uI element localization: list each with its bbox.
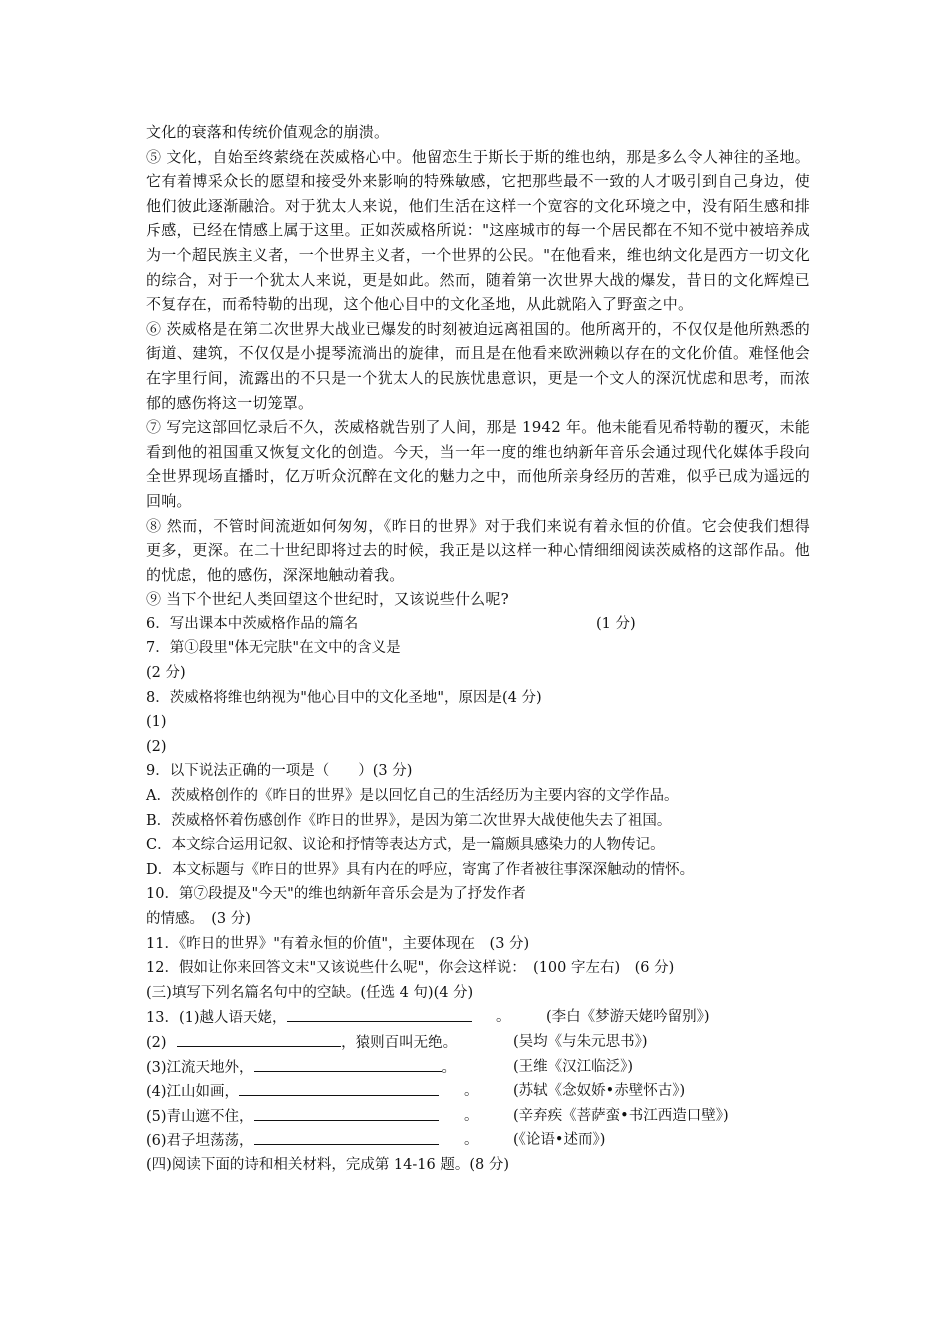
- question-8-item-1-text: (1): [146, 714, 167, 731]
- section-3-heading: [146, 981, 810, 1006]
- q13-6-prefix: (6)君子坦荡荡，: [146, 1133, 254, 1150]
- question-7-score-text: (2 分): [146, 665, 186, 682]
- question-9-option-a: [146, 784, 810, 809]
- q13-5-blank[interactable]: [254, 1104, 439, 1121]
- q13-2-suffix: ，猿则百叫无绝。: [341, 1034, 458, 1051]
- q13-2-source: (吴均《与朱元思书》): [513, 1033, 648, 1050]
- question-6: [146, 612, 810, 637]
- question-9-option-d: [146, 858, 810, 883]
- question-11-text: 11．《昨日的世界》"有着永恒的价值"，主要体现在 (3 分): [146, 935, 530, 952]
- question-6-score: (1 分): [596, 615, 636, 632]
- question-13-item-5: [146, 1104, 810, 1129]
- question-8-item-2: [146, 735, 810, 760]
- q13-1-blank[interactable]: [287, 1005, 472, 1022]
- exam-page: [146, 120, 810, 1178]
- question-8: [146, 686, 810, 711]
- option-a-text: A．茨威格创作的《昨日的世界》是以回忆自己的生活经历为主要内容的文学作品。: [146, 788, 679, 805]
- question-13-item-2: [146, 1030, 810, 1055]
- q13-1-prefix: 13．(1)越人语天姥，: [146, 1010, 287, 1027]
- question-12-text: 12．假如让你来回答文末"又该说些什么呢"，你会这样说： (100 字左右) (6 分): [146, 960, 675, 977]
- paragraph-6: ⑥ 茨威格是在第二次世界大战业已爆发的时刻被迫远离祖国的。他所离开的，不仅仅是他所熟悉的街道、建筑，不仅仅是小提琴流淌出的旋律，而且是在他看来欧洲赖以存在的文化价值。难怪他会在字里行间，流露出的不只是一个犹太人的民族忧患意识，更是一个文人的深沉忧虑和思考，而浓郁的感伤将这一切笼罩。: [146, 319, 810, 412]
- question-7: [146, 636, 810, 661]
- q13-3-blank[interactable]: [254, 1055, 442, 1072]
- q13-1-source: (李白《梦游天姥吟留别》): [546, 1009, 710, 1026]
- passage-continuation: 文化的衰落和传统价值观念的崩溃。: [146, 123, 390, 141]
- section-3-text: (三)填写下列名篇名句中的空缺。(任选 4 句)(4 分): [146, 984, 474, 1001]
- q13-6-source: (《论语•述而》): [513, 1132, 606, 1149]
- question-9-option-c: [146, 833, 810, 858]
- q13-4-prefix: (4)江山如画，: [146, 1084, 240, 1101]
- question-10-cont-text: 的情感。 (3 分): [146, 911, 251, 927]
- option-d-text: D．本文标题与《昨日的世界》具有内在的呼应，寄寓了作者被往事深深触动的情怀。: [146, 861, 695, 878]
- q13-3-suffix: 。: [441, 1059, 457, 1076]
- q13-3-source: (王维《汉江临泛》): [513, 1058, 634, 1075]
- question-9-text: 9．以下说法正确的一项是（ ）(3 分): [146, 763, 413, 780]
- question-9-option-b: [146, 809, 810, 834]
- question-13-item-1: [146, 1005, 810, 1030]
- question-13-item-3: [146, 1055, 810, 1080]
- q13-4-blank[interactable]: [239, 1079, 439, 1096]
- question-10-text: 10．第⑦段提及"今天"的维也纳新年音乐会是为了抒发作者: [146, 886, 526, 903]
- section-4-text: (四)阅读下面的诗和相关材料，完成第 14-16 题。(8 分): [146, 1156, 509, 1173]
- question-10-continuation: [146, 907, 810, 932]
- question-6-text: 6．写出课本中茨威格作品的篇名: [146, 615, 359, 632]
- q13-6-suffix: 。: [464, 1132, 479, 1149]
- q13-2-blank[interactable]: [177, 1030, 341, 1047]
- q13-5-suffix: 。: [464, 1107, 479, 1124]
- paragraph-5: ⑤ 文化，自始至终萦绕在茨威格心中。他留恋生于斯长于斯的维也纳，那是多么令人神往的圣地。它有着博采众长的愿望和接受外来影响的特殊敏感，它把那些最不一致的人才吸引到自己身边，使他们彼此逐渐融洽。对于犹太人来说，他们生活在这样一个宽容的文化环境之中，没有陌生感和排斥感，已经在情感上属于这里。正如茨威格所说："这座城市的每一个居民都在不知不觉中被培养成为一个超民族主义者，一个世界主义者，一个世界的公民。"在他看来，维也纳文化是西方一切文化的综合，对于一个犹太人来说，更是如此。然而，随着第一次世界大战的爆发，昔日的文化辉煌已不复存在，而希特勒的出现，这个他心目中的文化圣地，从此就陷入了野蛮之中。: [146, 147, 810, 314]
- question-12: [146, 956, 810, 981]
- q13-5-prefix: (5)青山遮不住，: [146, 1108, 254, 1125]
- question-8-item-1: [146, 710, 810, 735]
- q13-6-blank[interactable]: [254, 1128, 439, 1145]
- q13-5-source: (辛弃疾《菩萨蛮•书江西造口壁》): [513, 1107, 729, 1124]
- option-c-text: C．本文综合运用记叙、议论和抒情等表达方式，是一篇颇具感染力的人物传记。: [146, 837, 665, 854]
- question-9: [146, 759, 810, 784]
- q13-2-prefix: (2): [146, 1034, 167, 1051]
- section-4-heading: [146, 1153, 810, 1178]
- paragraph-7: ⑦ 写完这部回忆录后不久，茨威格就告别了人间，那是 1942 年。他未能看见希特勒的覆灭，未能看到他的祖国重又恢复文化的创造。今天，当一年一度的维也纳新年音乐会通过现代化媒体手段向全世界现场直播时，亿万听众沉醉在文化的魅力之中，而他所亲身经历的苦难，似乎已成为遥远的回响。: [146, 418, 810, 510]
- question-8-text: 8．茨威格将维也纳视为"他心目中的文化圣地"，原因是(4 分): [146, 689, 542, 706]
- question-13-item-6: [146, 1128, 810, 1153]
- paragraph-8: ⑧ 然而，不管时间流逝如何匆匆，《昨日的世界》对于我们来说有着永恒的价值。它会使我们想得更多，更深。在二十世纪即将过去的时候，我正是以这样一种心情细细阅读茨威格的这部作品。他的忧虑，他的感伤，深深地触动着我。: [146, 516, 810, 584]
- question-11: [146, 932, 810, 957]
- question-7-score: [146, 661, 810, 686]
- option-b-text: B．茨威格怀着伤感创作《昨日的世界》，是因为第二次世界大战使他失去了祖国。: [146, 812, 672, 829]
- question-10: [146, 882, 810, 907]
- paragraph-9: ⑨ 当下个世纪人类回望这个世纪时，又该说些什么呢?: [146, 590, 509, 609]
- question-7-text: 7．第①段里"体无完肤"在文中的含义是: [146, 640, 401, 657]
- question-8-item-2-text: (2): [146, 738, 167, 755]
- q13-3-prefix: (3)江流天地外，: [146, 1059, 254, 1076]
- q13-1-suffix: 。: [496, 1009, 511, 1026]
- question-13-item-4: [146, 1079, 810, 1104]
- q13-4-suffix: 。: [464, 1083, 479, 1100]
- q13-4-source: (苏轼《念奴娇•赤壁怀古》): [513, 1083, 686, 1100]
